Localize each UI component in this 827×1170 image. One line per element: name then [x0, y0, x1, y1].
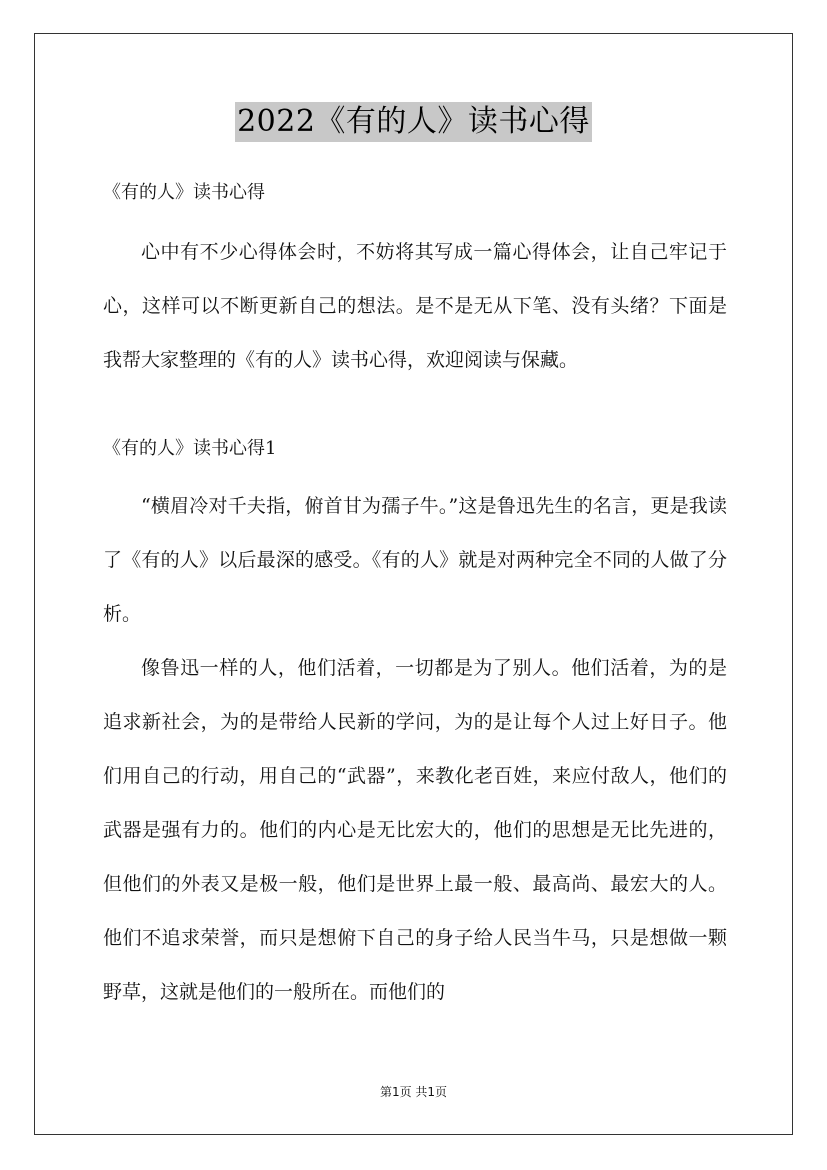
section-spacer	[103, 387, 727, 431]
document-subtitle: 《有的人》读书心得	[103, 182, 265, 203]
section-body	[103, 479, 727, 1019]
page-footer: 第1页 共1页	[379, 1085, 448, 1099]
body-paragraph-2: 像鲁迅一样的人，他们活着，一切都是为了别人。他们活着，为的是追求新社会，为的是带给人民新的学问，为的是让每个人过上好日子。他们用自己的行动，用自己的“武器”，来教化老百姓，来应付敌人，他们的武器是强有力的。他们的内心是无比宏大的，他们的思想是无比先进的，但他们的外表又是极一般，他们是世界上最一般、最高尚、最宏大的人。他们不追求荣誉，而只是想俯下自己的身子给人民当牛马，只是想做一颗野草，这就是他们的一般所在。而他们的	[103, 657, 727, 1003]
body-paragraph-1: “横眉冷对千夫指，俯首甘为孺子牛。”这是鲁迅先生的名言，更是我读了《有的人》以后最深的感受。《有的人》就是对两种完全不同的人做了分析。	[103, 495, 727, 625]
intro-paragraph: 心中有不少心得体会时，不妨将其写成一篇心得体会，让自己牢记于心，这样可以不断更新自己的想法。是不是无从下笔、没有头绪？下面是我帮大家整理的《有的人》读书心得，欢迎阅读与保藏。	[103, 241, 727, 371]
document-title: 2022《有的人》读书心得	[235, 102, 592, 142]
title-container	[0, 102, 827, 142]
section-heading: 《有的人》读书心得1	[103, 438, 277, 459]
document-body	[103, 175, 727, 1019]
